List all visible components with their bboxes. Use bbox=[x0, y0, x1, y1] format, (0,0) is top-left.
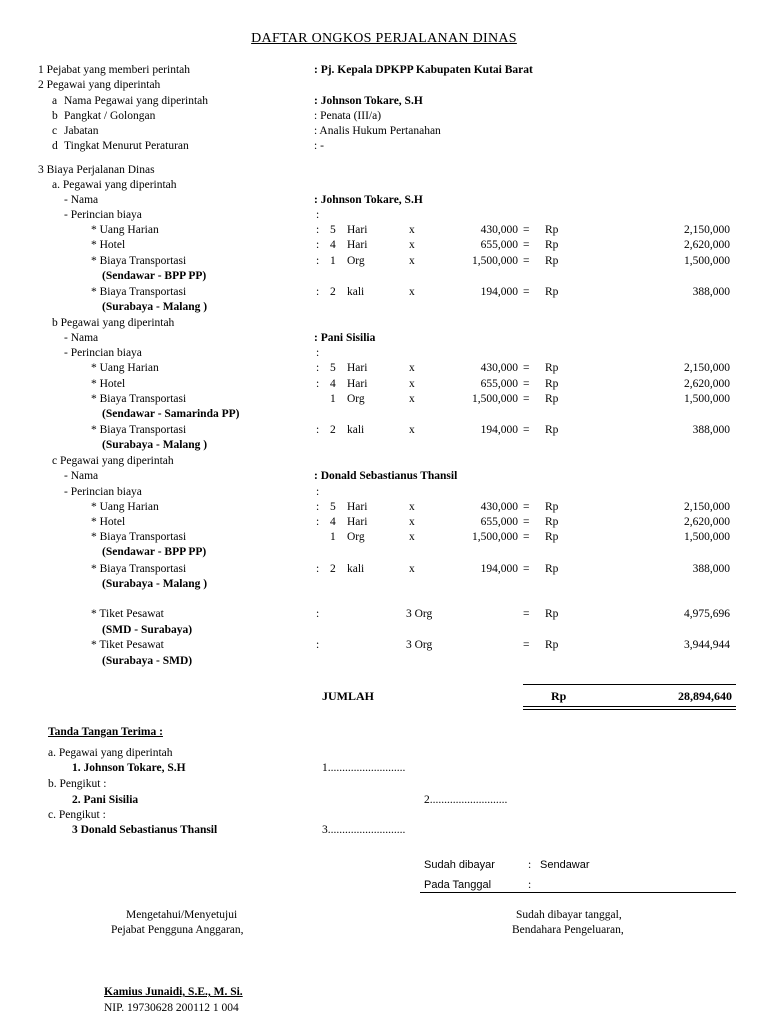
line-total: 2,150,000 bbox=[684, 362, 730, 374]
equals-sign: = bbox=[523, 393, 530, 405]
transport-label: * Biaya Transportasi bbox=[91, 255, 187, 267]
signature-line-2: 2........................... bbox=[424, 794, 508, 806]
unit-price: 655,000 bbox=[480, 378, 518, 390]
qty: 4 bbox=[330, 516, 336, 528]
pada-tanggal-rule bbox=[420, 892, 736, 893]
sudah-dibayar-label: Sudah dibayar bbox=[424, 859, 495, 871]
currency: Rp bbox=[551, 689, 567, 703]
currency: Rp bbox=[545, 286, 559, 298]
colon: : bbox=[316, 608, 320, 620]
times-sign: x bbox=[409, 393, 415, 405]
line-total: 1,500,000 bbox=[684, 531, 730, 543]
currency: Rp bbox=[545, 255, 559, 267]
equals-sign: = bbox=[523, 362, 530, 374]
equals-sign: = bbox=[523, 563, 530, 575]
currency: Rp bbox=[545, 639, 559, 651]
colon: : bbox=[316, 501, 320, 513]
unit: kali bbox=[347, 286, 365, 298]
ttd-name-1: 1. Johnson Tokare, S.H bbox=[72, 762, 186, 774]
line-total: 2,150,000 bbox=[684, 224, 730, 236]
times-sign: x bbox=[409, 362, 415, 374]
jumlah-label: JUMLAH bbox=[322, 689, 374, 703]
unit: Org bbox=[347, 531, 365, 543]
transport-label: * Biaya Transportasi bbox=[91, 393, 187, 405]
qty: 2 bbox=[330, 424, 336, 436]
pejabat-pengguna-label: Pejabat Pengguna Anggaran, bbox=[111, 924, 244, 936]
tiket-qty: 3 Org bbox=[406, 608, 433, 620]
route-label: (Surabaya - Malang ) bbox=[102, 578, 208, 590]
times-sign: x bbox=[409, 516, 415, 528]
colon: : bbox=[316, 224, 320, 236]
qty: 1 bbox=[330, 255, 336, 267]
item-letter-b: b bbox=[52, 110, 58, 122]
currency: Rp bbox=[545, 501, 559, 513]
times-sign: x bbox=[409, 424, 415, 436]
unit: Hari bbox=[347, 239, 368, 251]
currency: Rp bbox=[545, 563, 559, 575]
unit: Hari bbox=[347, 516, 368, 528]
nama-label: - Nama bbox=[64, 470, 99, 482]
qty: 1 bbox=[330, 531, 336, 543]
currency: Rp bbox=[545, 516, 559, 528]
colon: : bbox=[316, 209, 320, 221]
colon: : bbox=[316, 516, 320, 528]
line-total: 2,620,000 bbox=[684, 378, 730, 390]
item-letter-d: d bbox=[52, 140, 58, 152]
jabatan-value: : Analis Hukum Pertanahan bbox=[314, 125, 441, 137]
currency: Rp bbox=[545, 378, 559, 390]
total-double-rule-2 bbox=[523, 709, 736, 710]
line-total: 2,150,000 bbox=[684, 501, 730, 513]
rincian-label: - Perincian biaya bbox=[64, 209, 142, 221]
times-sign: x bbox=[409, 224, 415, 236]
unit: Hari bbox=[347, 224, 368, 236]
colon: : bbox=[316, 347, 320, 359]
item-letter-a: a bbox=[52, 95, 58, 107]
pegawai-a-header: a. Pegawai yang diperintah bbox=[52, 179, 177, 191]
ttd-a-label: a. Pegawai yang diperintah bbox=[48, 747, 173, 759]
unit-price: 430,000 bbox=[480, 224, 518, 236]
currency: Rp bbox=[545, 531, 559, 543]
qty: 5 bbox=[330, 224, 336, 236]
mengetahui-label: Mengetahui/Menyetujui bbox=[126, 909, 238, 921]
uang-harian-label: * Uang Harian bbox=[91, 501, 159, 513]
unit: kali bbox=[347, 424, 365, 436]
pegawai-b-nama: : Pani Sisilia bbox=[314, 332, 376, 344]
currency: Rp bbox=[545, 424, 559, 436]
item-letter-c: c bbox=[52, 125, 58, 137]
line-total: 2,620,000 bbox=[684, 239, 730, 251]
nama-pegawai-value: : Johnson Tokare, S.H bbox=[314, 95, 423, 107]
nama-label: - Nama bbox=[64, 332, 99, 344]
qty: 4 bbox=[330, 378, 336, 390]
equals-sign: = bbox=[523, 639, 530, 651]
ttd-name-2: 2. Pani Sisilia bbox=[72, 794, 139, 806]
signature-line-3: 3........................... bbox=[322, 824, 406, 836]
unit: kali bbox=[347, 563, 365, 575]
ttd-c-label: c. Pengikut : bbox=[48, 809, 106, 821]
hotel-label: * Hotel bbox=[91, 516, 126, 528]
pegawai-b-header: b Pegawai yang diperintah bbox=[52, 317, 175, 329]
qty: 2 bbox=[330, 286, 336, 298]
colon: : bbox=[316, 424, 320, 436]
qty: 5 bbox=[330, 501, 336, 513]
colon: : bbox=[316, 286, 320, 298]
nama-label: - Nama bbox=[64, 194, 99, 206]
equals-sign: = bbox=[523, 516, 530, 528]
times-sign: x bbox=[409, 501, 415, 513]
transport-label: * Biaya Transportasi bbox=[91, 286, 187, 298]
qty: 1 bbox=[330, 393, 336, 405]
route-label: (Surabaya - SMD) bbox=[102, 655, 193, 667]
unit: Org bbox=[347, 393, 365, 405]
colon: : bbox=[316, 362, 320, 374]
route-label: (SMD - Surabaya) bbox=[102, 624, 193, 636]
line-total: 388,000 bbox=[692, 563, 730, 575]
total-double-rule-1 bbox=[523, 706, 736, 707]
pangkat-label: Pangkat / Golongan bbox=[64, 110, 156, 122]
unit-price: 194,000 bbox=[480, 424, 518, 436]
currency: Rp bbox=[545, 239, 559, 251]
tiket-qty: 3 Org bbox=[406, 639, 433, 651]
route-label: (Sendawar - Samarinda PP) bbox=[102, 408, 240, 420]
tiket-total: 3,944,944 bbox=[684, 639, 730, 651]
ttd-b-label: b. Pengikut : bbox=[48, 778, 107, 790]
colon: : bbox=[316, 378, 320, 390]
signatory-nip: NIP. 19730628 200112 1 004 bbox=[104, 1002, 239, 1014]
total-top-rule bbox=[523, 684, 736, 685]
hotel-label: * Hotel bbox=[91, 378, 126, 390]
qty: 5 bbox=[330, 362, 336, 374]
unit-price: 1,500,000 bbox=[472, 393, 518, 405]
unit-price: 430,000 bbox=[480, 362, 518, 374]
currency: Rp bbox=[545, 393, 559, 405]
colon: : bbox=[316, 563, 320, 575]
equals-sign: = bbox=[523, 286, 530, 298]
transport-label: * Biaya Transportasi bbox=[91, 563, 187, 575]
times-sign: x bbox=[409, 255, 415, 267]
tiket-label: * Tiket Pesawat bbox=[91, 608, 164, 620]
jabatan-label: Jabatan bbox=[64, 125, 99, 137]
line-total: 1,500,000 bbox=[684, 255, 730, 267]
unit-price: 430,000 bbox=[480, 501, 518, 513]
line-total: 2,620,000 bbox=[684, 516, 730, 528]
nama-pegawai-label: Nama Pegawai yang diperintah bbox=[64, 95, 209, 107]
unit-price: 655,000 bbox=[480, 516, 518, 528]
tiket-total: 4,975,696 bbox=[684, 608, 730, 620]
unit: Hari bbox=[347, 501, 368, 513]
times-sign: x bbox=[409, 286, 415, 298]
equals-sign: = bbox=[523, 224, 530, 236]
times-sign: x bbox=[409, 378, 415, 390]
route-label: (Surabaya - Malang ) bbox=[102, 439, 208, 451]
unit: Hari bbox=[347, 362, 368, 374]
colon: : bbox=[316, 639, 320, 651]
unit-price: 1,500,000 bbox=[472, 531, 518, 543]
line-total: 1,500,000 bbox=[684, 393, 730, 405]
route-label: (Sendawar - BPP PP) bbox=[102, 270, 207, 282]
uang-harian-label: * Uang Harian bbox=[91, 362, 159, 374]
unit-price: 194,000 bbox=[480, 286, 518, 298]
rincian-label: - Perincian biaya bbox=[64, 347, 142, 359]
sudah-dibayar-value: Sendawar bbox=[540, 859, 590, 871]
unit: Hari bbox=[347, 378, 368, 390]
equals-sign: = bbox=[523, 501, 530, 513]
rincian-label: - Perincian biaya bbox=[64, 486, 142, 498]
qty: 2 bbox=[330, 563, 336, 575]
colon: : bbox=[528, 859, 532, 871]
hotel-label: * Hotel bbox=[91, 239, 126, 251]
route-label: (Sendawar - BPP PP) bbox=[102, 546, 207, 558]
signature-line-1: 1........................... bbox=[322, 762, 406, 774]
unit: Org bbox=[347, 255, 365, 267]
currency: Rp bbox=[545, 608, 559, 620]
equals-sign: = bbox=[523, 424, 530, 436]
colon: : bbox=[316, 486, 320, 498]
document-title: DAFTAR ONGKOS PERJALANAN DINAS bbox=[251, 31, 517, 46]
colon: : bbox=[528, 879, 532, 891]
times-sign: x bbox=[409, 563, 415, 575]
tingkat-value: : - bbox=[314, 140, 324, 152]
jumlah-total: 28,894,640 bbox=[678, 689, 732, 703]
pegawai-c-header: c Pegawai yang diperintah bbox=[52, 455, 174, 467]
tiket-label: * Tiket Pesawat bbox=[91, 639, 164, 651]
equals-sign: = bbox=[523, 255, 530, 267]
line-total: 388,000 bbox=[692, 424, 730, 436]
equals-sign: = bbox=[523, 378, 530, 390]
pejabat-value: : Pj. Kepala DPKPP Kabupaten Kutai Barat bbox=[314, 64, 533, 76]
route-label: (Surabaya - Malang ) bbox=[102, 301, 208, 313]
times-sign: x bbox=[409, 531, 415, 543]
pejabat-label: 1 Pejabat yang memberi perintah bbox=[38, 64, 191, 76]
biaya-section-label: 3 Biaya Perjalanan Dinas bbox=[38, 164, 155, 176]
unit-price: 194,000 bbox=[480, 563, 518, 575]
pangkat-value: : Penata (III/a) bbox=[314, 110, 382, 122]
pegawai-section-label: 2 Pegawai yang diperintah bbox=[38, 79, 161, 91]
unit-price: 655,000 bbox=[480, 239, 518, 251]
sudah-dibayar-tanggal-label: Sudah dibayar tanggal, bbox=[516, 909, 622, 921]
tanda-tangan-title: Tanda Tangan Terima : bbox=[48, 726, 163, 738]
transport-label: * Biaya Transportasi bbox=[91, 531, 187, 543]
currency: Rp bbox=[545, 362, 559, 374]
bendahara-label: Bendahara Pengeluaran, bbox=[512, 924, 624, 936]
currency: Rp bbox=[545, 224, 559, 236]
equals-sign: = bbox=[523, 608, 530, 620]
equals-sign: = bbox=[523, 531, 530, 543]
qty: 4 bbox=[330, 239, 336, 251]
equals-sign: = bbox=[523, 239, 530, 251]
uang-harian-label: * Uang Harian bbox=[91, 224, 159, 236]
transport-label: * Biaya Transportasi bbox=[91, 424, 187, 436]
tingkat-label: Tingkat Menurut Peraturan bbox=[64, 140, 189, 152]
pegawai-c-nama: : Donald Sebastianus Thansil bbox=[314, 470, 458, 482]
ttd-name-3: 3 Donald Sebastianus Thansil bbox=[72, 824, 218, 836]
colon: : bbox=[316, 239, 320, 251]
times-sign: x bbox=[409, 239, 415, 251]
unit-price: 1,500,000 bbox=[472, 255, 518, 267]
colon: : bbox=[316, 255, 320, 267]
pegawai-a-nama: : Johnson Tokare, S.H bbox=[314, 194, 423, 206]
line-total: 388,000 bbox=[692, 286, 730, 298]
pada-tanggal-label: Pada Tanggal bbox=[424, 879, 492, 891]
signatory-name: Kamius Junaidi, S.E., M. Si. bbox=[104, 986, 243, 998]
